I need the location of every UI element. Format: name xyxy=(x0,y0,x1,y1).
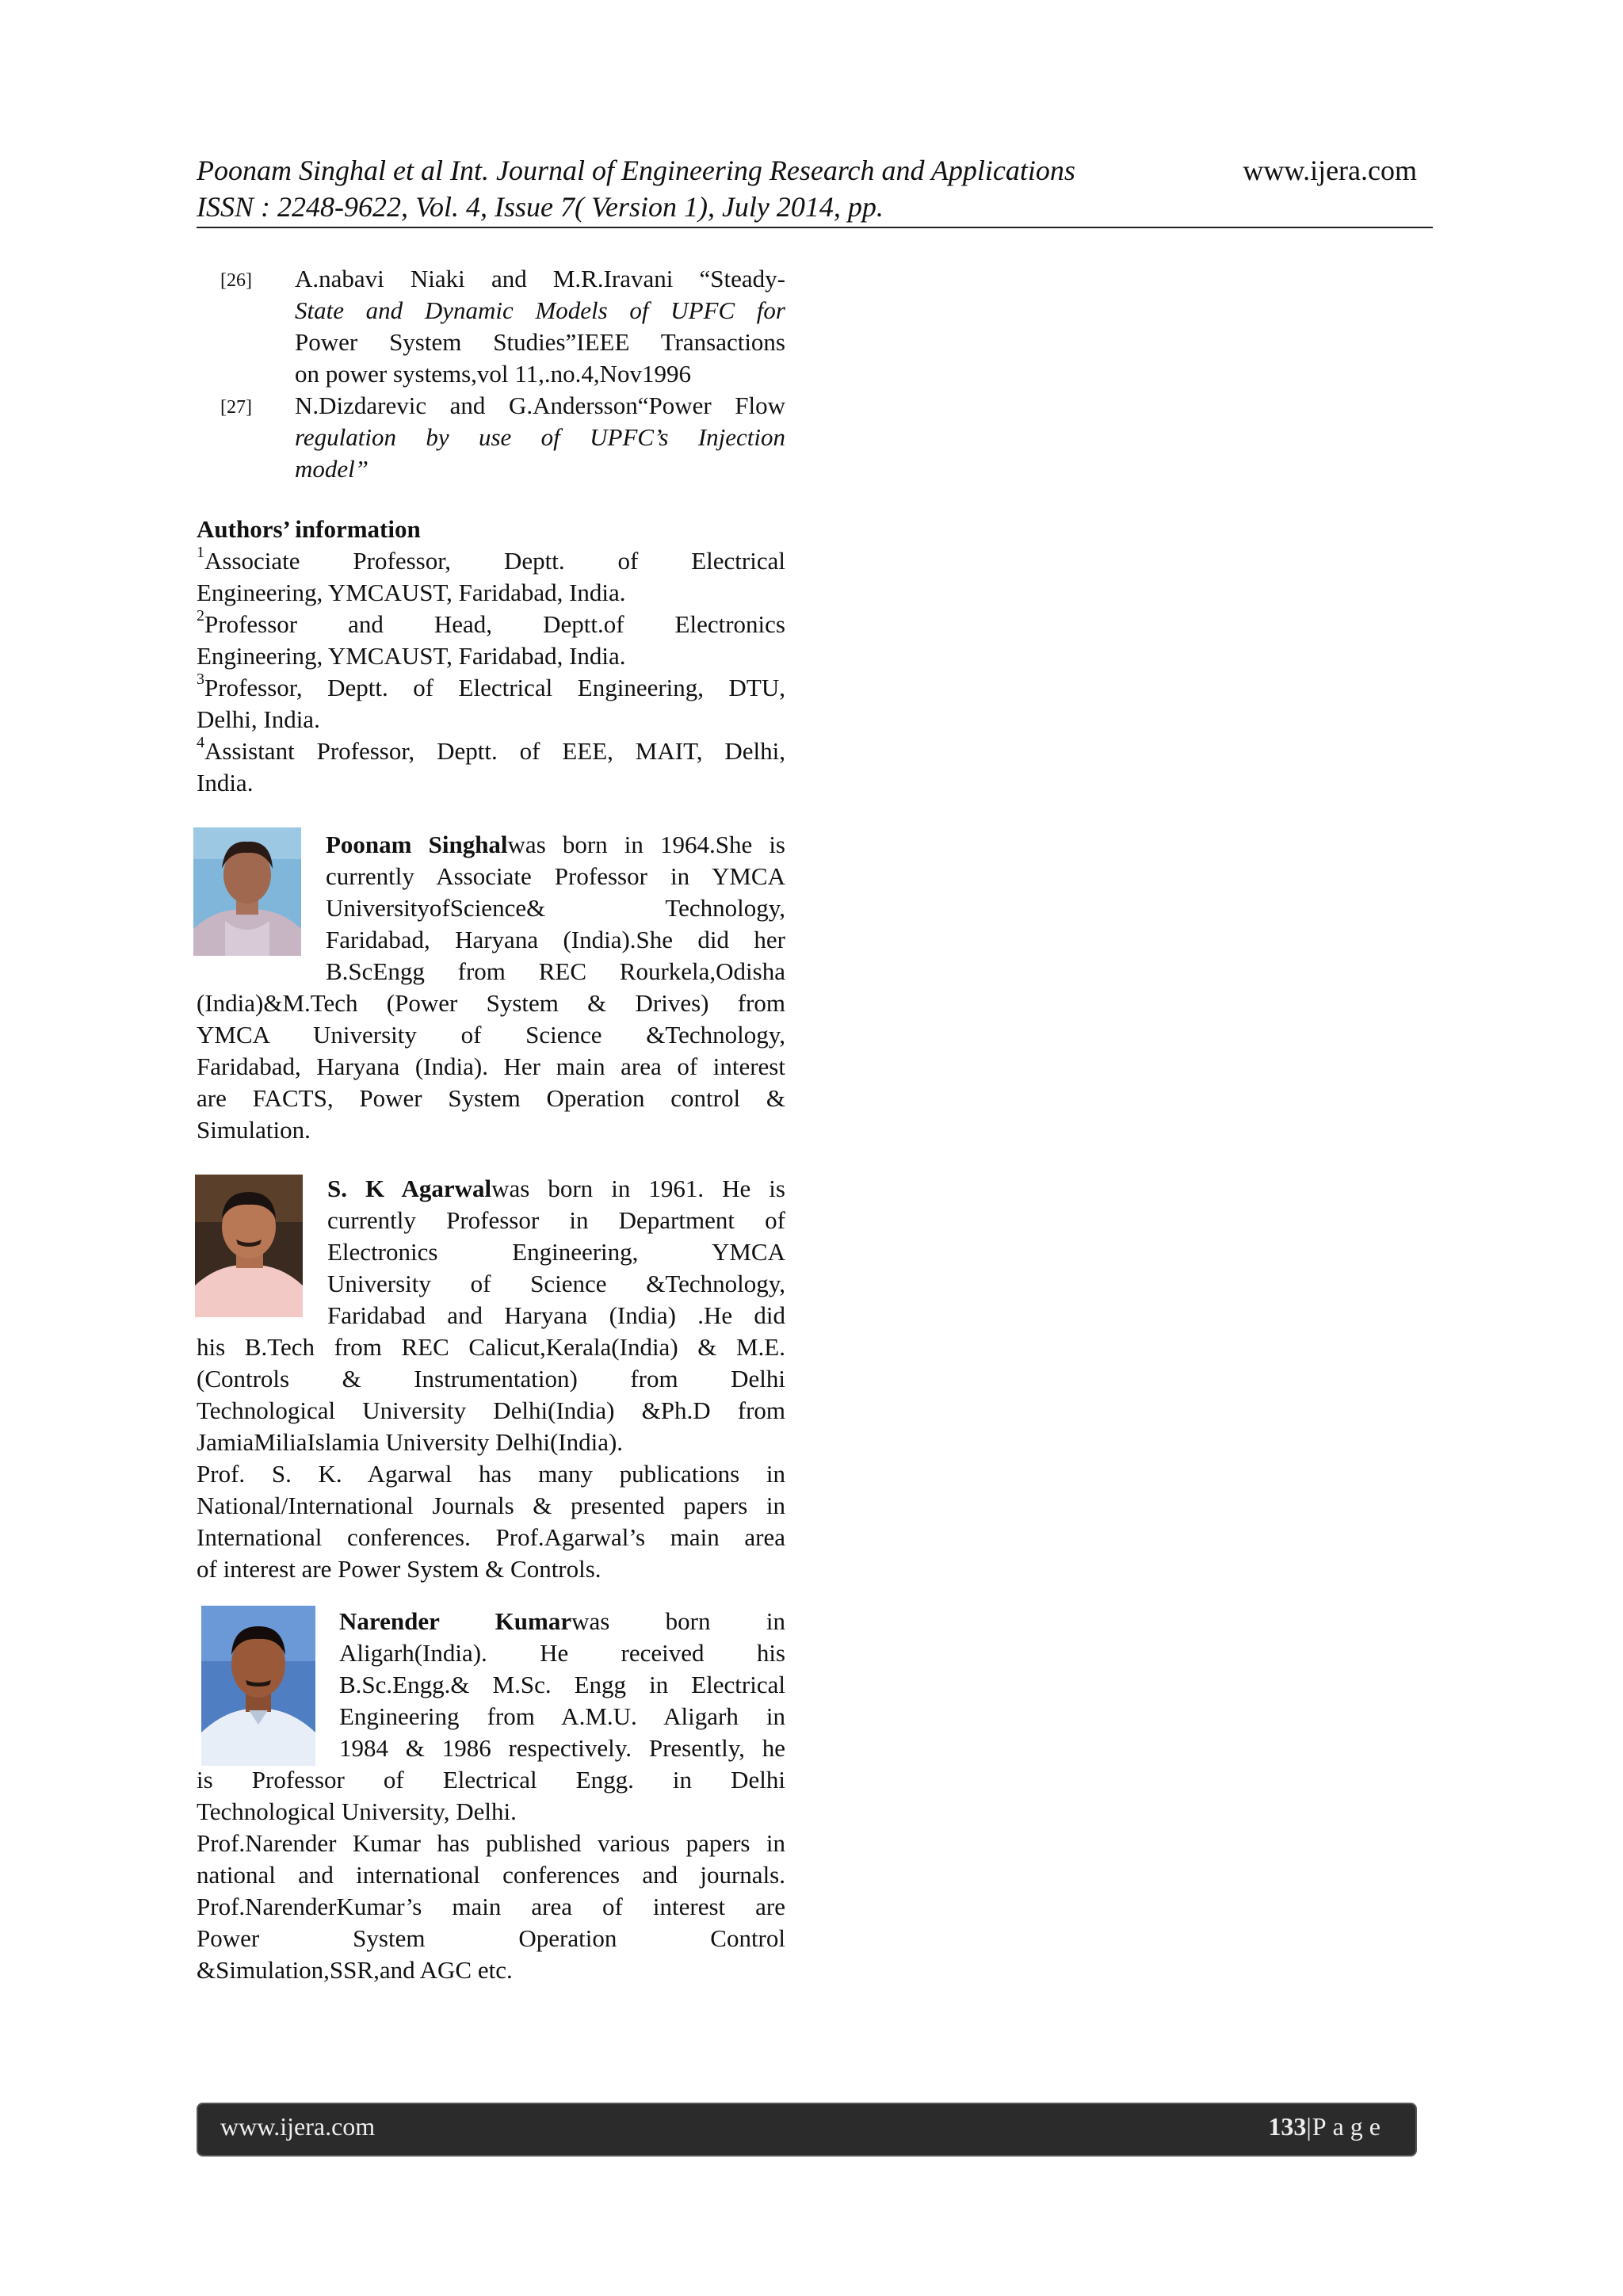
authors-information xyxy=(197,514,785,799)
affiliation-line: $^4$Assistant Professor, Deptt. of EEE, MAIT, Delhi, xyxy=(197,733,785,765)
author-bio-narender-kumar: Narender Kumarwas born in Aligarh(India). He received his B.Sc.Engg.& M.Sc. Engg in Electrical Engineering from A.M.U. Aligarh in 1984 & 1986 respectively. Presently, he is Professor of Electrical Engg. in Delhi Technological University, Delhi. Prof.Narender Kumar has published various papers in national and international conferences and journals. Prof.NarenderKumar’s main area of interest are Power System Operation Control &Simulation,SSR,and AGC etc. xyxy=(197,1607,785,1984)
affiliation-line: $^1$Associate Professor, Deptt. of Electrical xyxy=(197,543,785,575)
reference-line: regulation by use of UPFC’s Injection xyxy=(295,423,785,451)
header-website: www.ijera.com xyxy=(1243,155,1417,186)
affiliation-line: Engineering, YMCAUST, Faridabad, India. xyxy=(197,579,626,606)
page-footer xyxy=(197,2103,1417,2157)
authors-info-heading: Authors’ information xyxy=(197,515,421,543)
issn-line: ISSN : 2248-9622, Vol. 4, Issue 7( Version 1), July 2014, pp. xyxy=(197,191,884,223)
affiliation-line: $^3$Professor, Deptt. of Electrical Engineering, DTU, xyxy=(197,670,785,701)
author-name: Poonam Singhal xyxy=(326,831,508,858)
author-bio-poonam-singhal: Poonam Singhalwas born in 1964.She is currently Associate Professor in YMCA UniversityofScience& Technology, Faridabad, Haryana (India).She did her B.ScEngg from REC Rourkela,Odisha (India)&M.Tech (Power System & Drives) from YMCA University of Science &Technology, Faridabad, Haryana (India). Her main area of interest are FACTS, Power System Operation control & Simulation. xyxy=(197,831,785,1144)
reference-line: model” xyxy=(295,455,369,483)
reference-number: [26] xyxy=(220,270,252,291)
page-number: 133|Page xyxy=(1268,2112,1387,2141)
reference-item xyxy=(220,263,785,390)
affiliation-line: Delhi, India. xyxy=(197,705,320,733)
affiliation-line: India. xyxy=(197,769,254,797)
reference-number: [27] xyxy=(220,397,252,418)
author-name: S. K Agarwal xyxy=(327,1175,492,1202)
reference-line: State and Dynamic Models of UPFC for xyxy=(295,296,785,324)
reference-line: Power System Studies”IEEE Transactions xyxy=(295,328,785,356)
affiliation-line: Engineering, YMCAUST, Faridabad, India. xyxy=(197,642,626,670)
footer-website: www.ijera.com xyxy=(220,2112,376,2141)
reference-line: A.nabavi Niaki and M.R.Iravani “Steady- xyxy=(295,265,785,292)
reference-line: on power systems,vol 11,.no.4,Nov1996 xyxy=(295,360,691,388)
reference-item xyxy=(220,390,785,485)
author-bio-sk-agarwal: S. K Agarwalwas born in 1961. He is currently Professor in Department of Electronics Engineering, YMCA University of Science &Technology, Faridabad and Haryana (India) .He did his B.Tech from REC Calicut,Kerala(India) & M.E. (Controls & Instrumentation) from Delhi Technological University Delhi(India) &Ph.D from JamiaMiliaIslamia University Delhi(India). Prof. S. K. Agarwal has many publications in National/International Journals & presented papers in International conferences. Prof.Agarwal’s main area of interest are Power System & Controls. xyxy=(197,1175,785,1583)
affiliation-line: $^2$Professor and Head, Deptt.of Electronics xyxy=(197,606,785,638)
journal-citation-line: Poonam Singhal et al Int. Journal of Engineering Research and Applications xyxy=(197,155,1075,186)
reference-text xyxy=(295,263,785,390)
reference-line: N.Dizdarevic and G.Andersson“Power Flow xyxy=(295,392,785,419)
author-name: Narender Kumar xyxy=(339,1607,572,1635)
reference-text xyxy=(295,390,785,485)
running-header xyxy=(197,152,1433,225)
header-rule xyxy=(197,227,1433,228)
